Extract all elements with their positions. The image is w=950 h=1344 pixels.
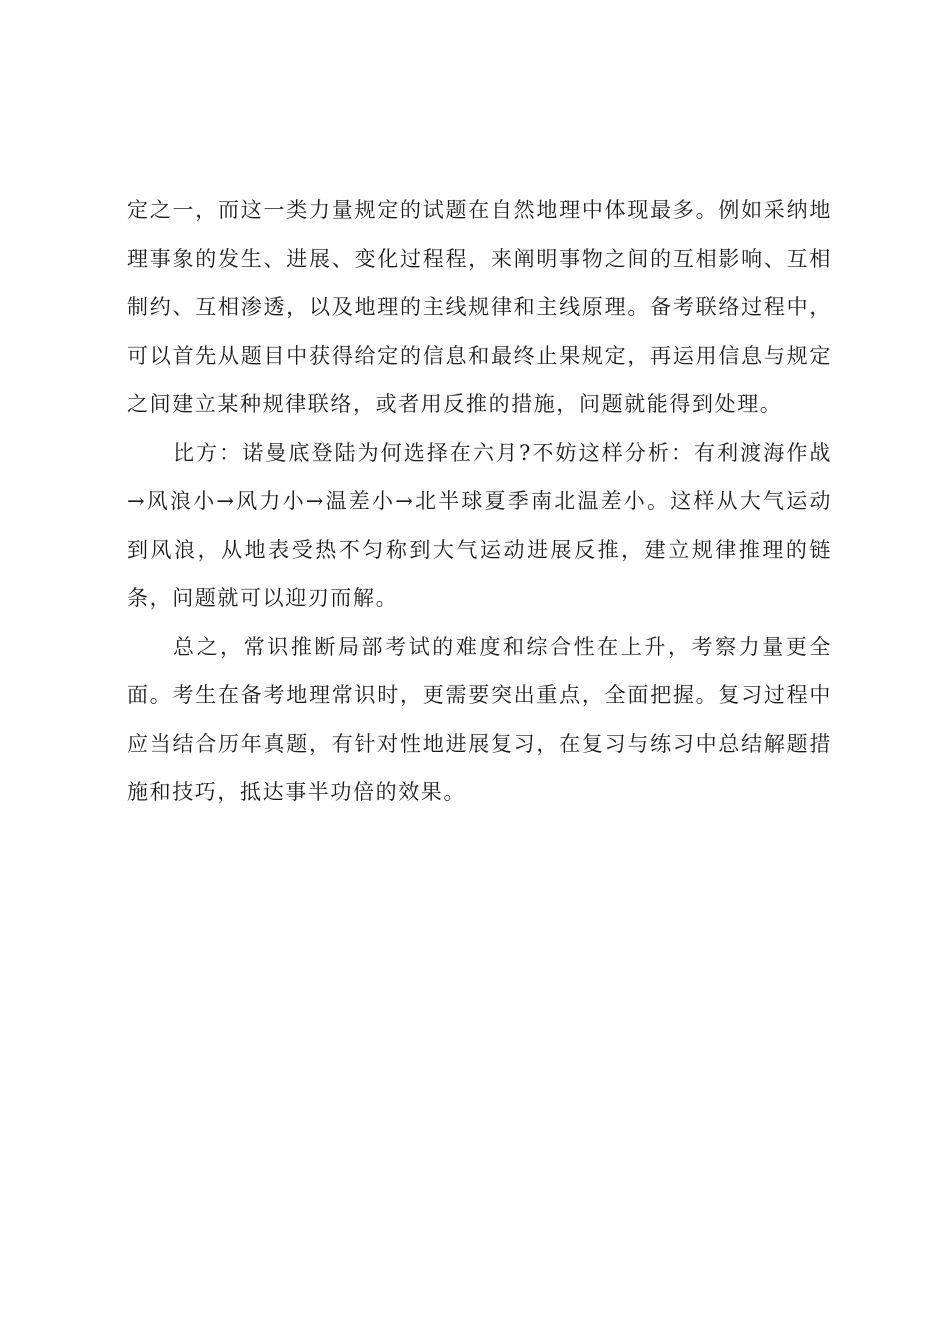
paragraph-summary: 总之，常识推断局部考试的难度和综合性在上升，考察力量更全面。考生在备考地理常识时，更需要突出重点，全面把握。复习过程中应当结合历年真题，有针对性地进展复习，在复习与练习中总结解题措施和技巧，抵达事半功倍的效果。 [127,634,832,804]
paragraph-example: 比方：诺曼底登陆为何选择在六月?不妨这样分析：有利渡海作战→风浪小→风力小→温差小→北半球夏季南北温差小。这样从大气运动到风浪，从地表受热不匀称到大气运动进展反推，建立规律推理的链条，问题就可以迎刃而解。 [127,440,832,610]
paragraph-continuation: 定之一，而这一类力量规定的试题在自然地理中体现最多。例如采纳地理事象的发生、进展、变化过程程，来阐明事物之间的互相影响、互相制约、互相渗透，以及地理的主线规律和主线原理。备考联络过程中，可以首先从题目中获得给定的信息和最终止果规定，再运用信息与规定之间建立某种规律联络，或者用反推的措施，问题就能得到处理。 [127,198,832,416]
document-body [127,186,832,817]
